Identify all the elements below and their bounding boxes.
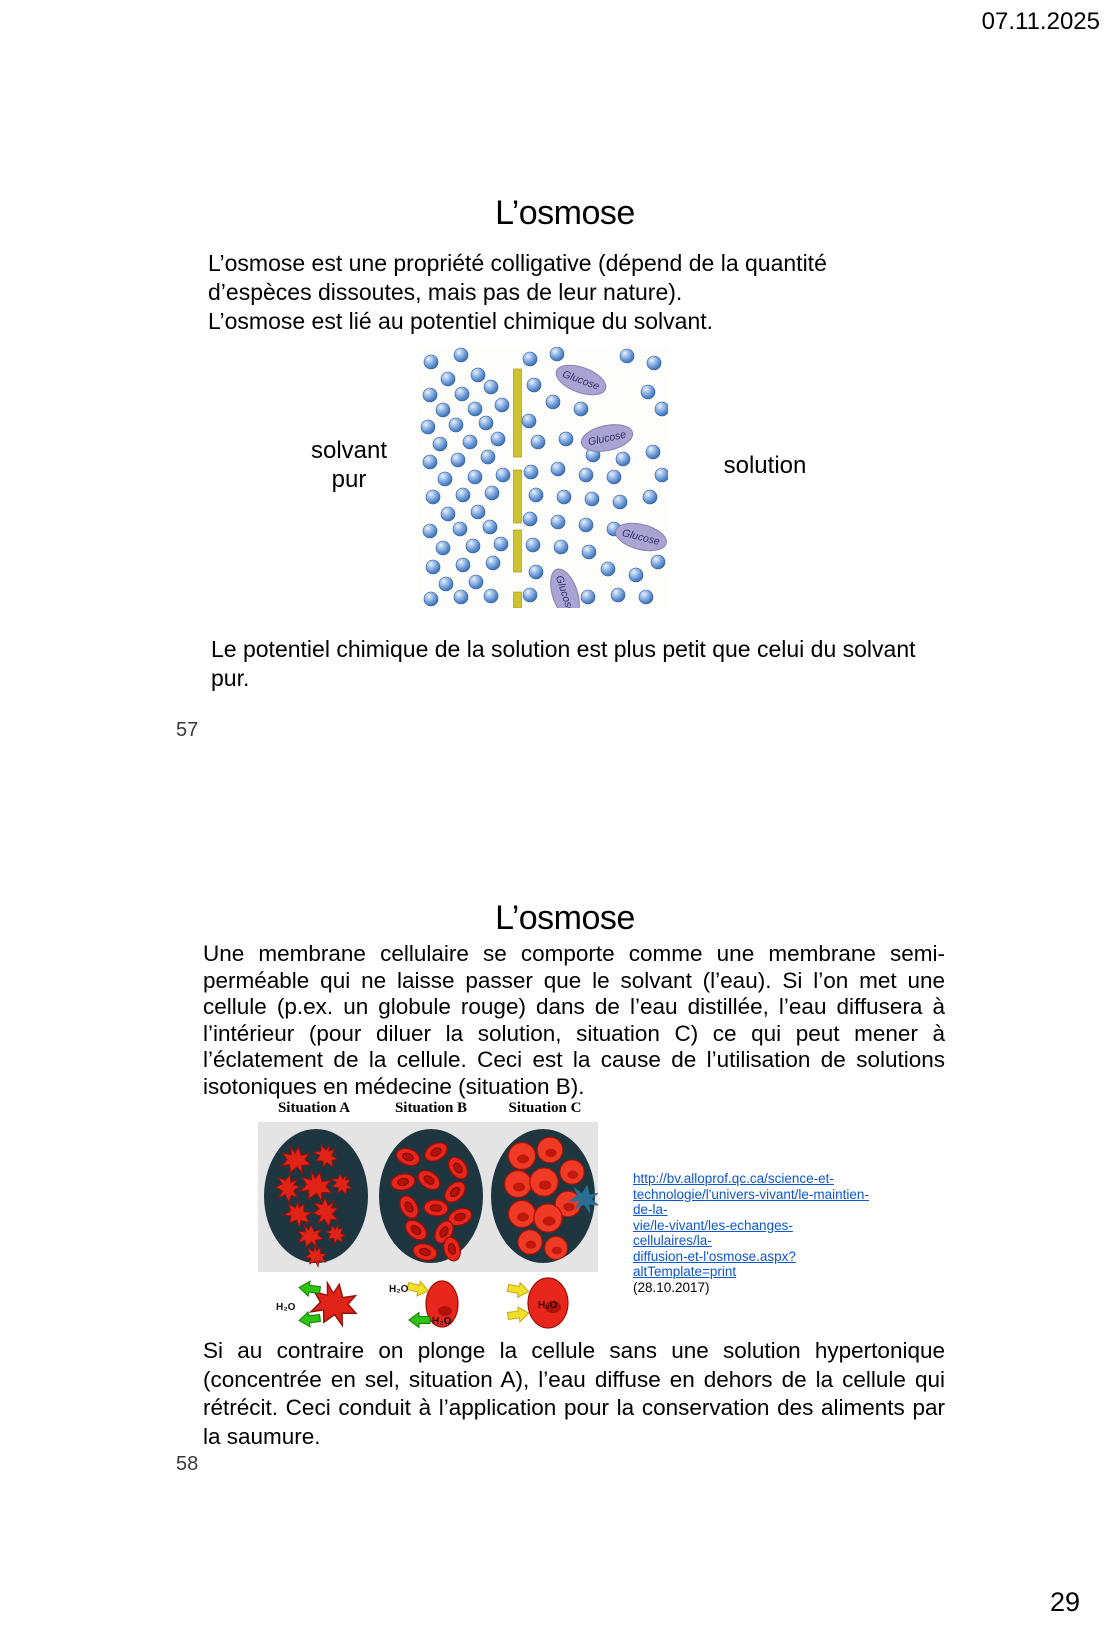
source-reference — [633, 1171, 871, 1295]
situation-c-dish — [491, 1129, 598, 1263]
situation-a-header: Situation A — [277, 1100, 351, 1116]
glucose-label: Glucose — [552, 573, 577, 608]
source-link-line[interactable]: http://bv.alloprof.qc.ca/science-et- — [633, 1171, 834, 1186]
header-date: 07.11.2025 — [981, 8, 1100, 35]
slide1-number: 57 — [176, 719, 199, 741]
slide2-body2: Si au contraire on plonge la cellule sans une solution hypertonique (concentrée en sel, situation A), l’eau diffuse en dehors de la cellule qui rétrécit. Ceci conduit à l’application pour la conservation des aliments par la saumure. — [203, 1338, 945, 1449]
source-link-line[interactable]: technologie/l'univers-vivant/le-maintien-de-la- — [633, 1186, 869, 1217]
osmosis-membrane-figure — [418, 347, 668, 608]
h2o-label: H₂O — [389, 1284, 409, 1295]
membrane — [514, 369, 522, 608]
source-access-date: (28.10.2017) — [633, 1279, 710, 1295]
slide2-body: Une membrane cellulaire se comporte comme une membrane semi-perméable qui ne laisse passer que le solvant (l’eau). Si l’on met une cellule (p.ex. un globule rouge) dans de l’eau distillée, l’eau diffusera à l’intérieur (pour diluer la solution, situation C) ce qui peut mener à l’éclatement de la cellule. Ceci est la cause de l’utilisation de solutions isotoniques en médecine (situation B). — [203, 941, 945, 1099]
label-pure-solvent: solvant pur — [310, 437, 388, 493]
label-solution: solution — [723, 452, 807, 479]
slide2-number: 58 — [176, 1453, 199, 1475]
red-blood-cells-illustration — [258, 1122, 598, 1272]
glucose-label: Glucose — [560, 368, 601, 393]
situation-a-dish — [264, 1129, 368, 1269]
water-exchange-illustration — [258, 1272, 598, 1334]
page-number: 29 — [1049, 1587, 1080, 1617]
situation-b-dish — [379, 1129, 483, 1263]
isotonic-cell-diagram — [389, 1279, 458, 1328]
situation-c-header: Situation C — [508, 1100, 582, 1116]
hypotonic-cell-diagram — [507, 1278, 568, 1328]
situation-b-header: Situation B — [394, 1100, 468, 1116]
slide1-conclusion: Le potentiel chimique de la solution est plus petit que celui du solvant pur. — [211, 636, 916, 691]
slide1-intro-line1: L’osmose est une propriété colligative (dépend de la quantité d’espèces dissoutes, mais pas de leur nature). — [208, 250, 827, 305]
slide1-intro-line2: L’osmose est lié au potentiel chimique du solvant. — [208, 308, 714, 334]
red-blood-cells-figure — [258, 1122, 598, 1272]
hypertonic-cell-diagram — [276, 1279, 362, 1330]
glucose-label: Glucose — [587, 428, 628, 449]
water-exchange-figure — [258, 1272, 598, 1334]
h2o-label: H₂O — [432, 1316, 452, 1327]
slide2-title: L’osmose — [495, 899, 635, 937]
slide1-intro — [208, 249, 930, 336]
slide1-title: L’osmose — [495, 194, 635, 232]
h2o-label: H₂O — [538, 1300, 558, 1311]
h2o-label: H₂O — [276, 1302, 296, 1313]
glucose-label: Glucose — [620, 527, 662, 548]
osmosis-membrane-illustration — [418, 347, 668, 608]
source-link-line[interactable]: diffusion-et-l'osmose.aspx?altTemplate=print — [633, 1248, 796, 1279]
source-link-line[interactable]: vie/le-vivant/les-echanges-cellulaires/la- — [633, 1217, 793, 1248]
